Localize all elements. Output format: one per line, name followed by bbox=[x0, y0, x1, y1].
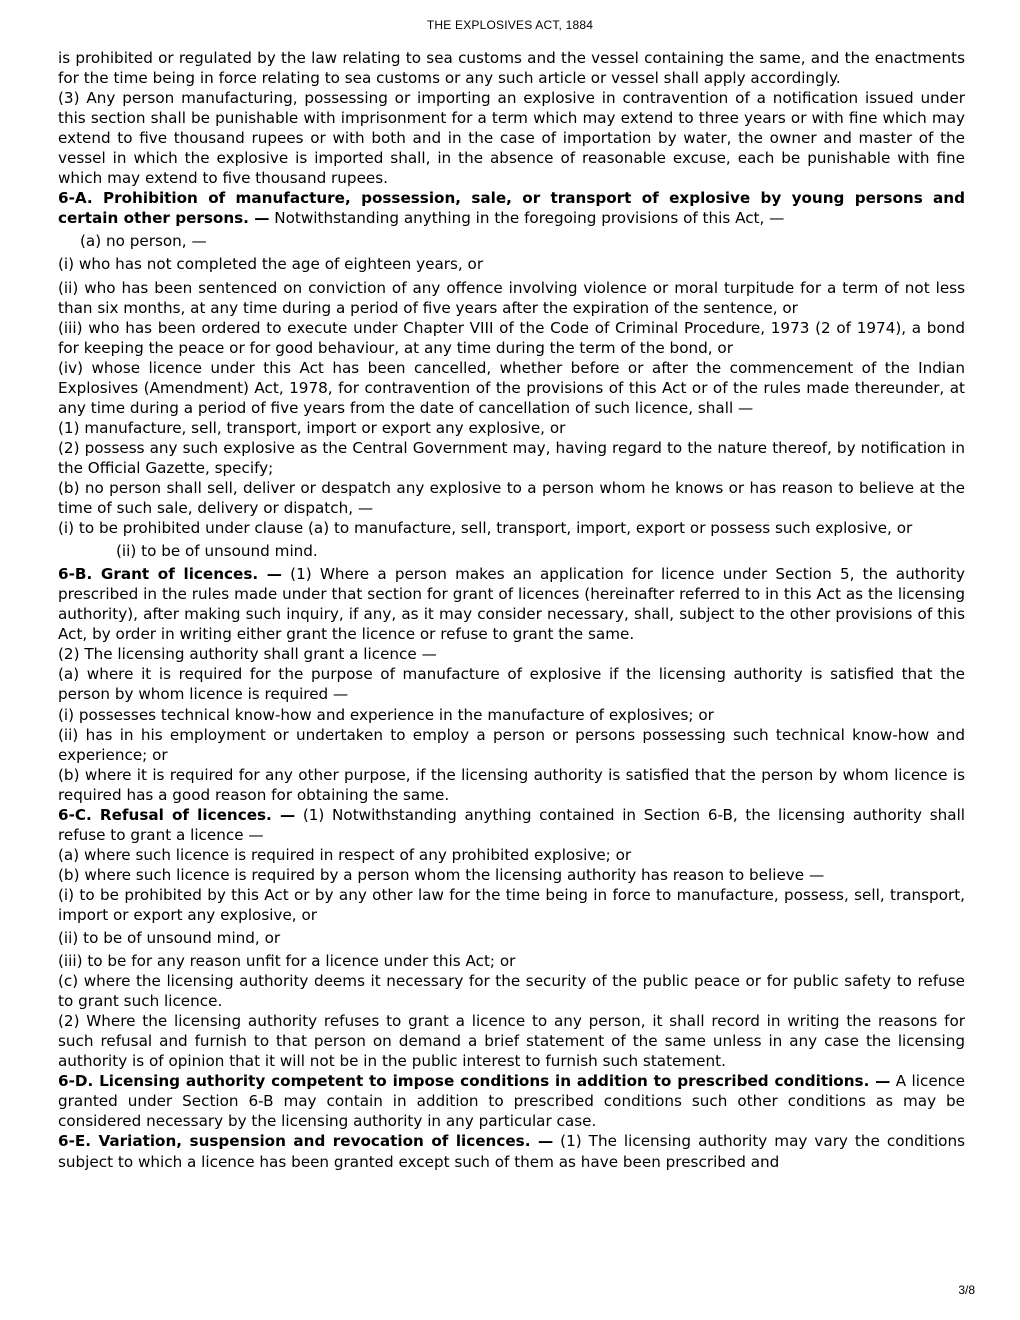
clause: (i) to be prohibited by this Act or by any other law for the time being in force to manufacture, possess, sell, transport, import or export any explosive, or bbox=[58, 885, 965, 924]
section-heading: 6-D. Licensing authority competent to impose conditions in addition to prescribed conditions. — bbox=[58, 1072, 891, 1091]
section-text: A licence granted under Section 6-B may contain in addition to prescribed conditions such other conditions as may be considered necessary by the licensing authority in any particular case. bbox=[58, 1072, 965, 1131]
clause: (iii) who has been ordered to execute under Chapter VIII of the Code of Criminal Procedure, 1973 (2 of 1974), a bond for keeping the peace or for good behaviour, at any time during the term of the bond, or bbox=[58, 318, 965, 357]
section-heading: 6-C. Refusal of licences. — bbox=[58, 805, 296, 824]
clause: (i) possesses technical know-how and experience in the manufacture of explosives; or bbox=[58, 705, 714, 724]
section-text: (1) Where a person makes an application for licence under Section 5, the authority prescribed in the rules made under that section for grant of licences (hereinafter referred to in this Act as the licensing authority), after making such inquiry, if any, as it may consider necessary, shall, subject to the other provisions of this Act, by order in writing either grant the licence or refuse to grant the same. bbox=[58, 565, 965, 644]
section-6e bbox=[58, 1131, 965, 1171]
section-text: (1) The licensing authority may vary the conditions subject to which a licence has been granted except such of them as have been prescribed and bbox=[58, 1132, 965, 1171]
clause: (i) to be prohibited under clause (a) to manufacture, sell, transport, import, export or possess such explosive, or bbox=[58, 519, 913, 538]
clause: (ii) who has been sentenced on conviction of any offence involving violence or moral turpitude for a term of not less than six months, at any time during a period of five years after the expiration of the sentence, or bbox=[58, 278, 965, 317]
section-6a bbox=[58, 188, 965, 228]
section-6b bbox=[58, 564, 965, 644]
clause: (a) no person, — bbox=[80, 232, 207, 251]
clause: (a) where such licence is required in respect of any prohibited explosive; or bbox=[58, 845, 632, 864]
section-heading: 6-A. Prohibition of manufacture, possession, sale, or transport of explosive by young persons and certain other persons. — bbox=[58, 189, 965, 228]
section-6c bbox=[58, 805, 965, 845]
clause: (1) manufacture, sell, transport, import or export any explosive, or bbox=[58, 418, 566, 437]
clause: (i) who has not completed the age of eighteen years, or bbox=[58, 255, 484, 274]
clause: (iii) to be for any reason unfit for a licence under this Act; or bbox=[58, 952, 516, 971]
page-number: 3/8 bbox=[958, 1283, 975, 1297]
clause: (iv) whose licence under this Act has been cancelled, whether before or after the commencement of the Indian Explosives (Amendment) Act, 1978, for contravention of the provisions of this Act or of the rules made thereunder, at any time during a period of five years from the date of cancellation of such licence, shall — bbox=[58, 358, 965, 417]
clause: (b) no person shall sell, deliver or despatch any explosive to a person whom he knows or has reason to believe at the time of such sale, delivery or dispatch, — bbox=[58, 478, 965, 518]
section-text: (1) Notwithstanding anything contained in Section 6-B, the licensing authority shall refuse to grant a licence — bbox=[58, 805, 966, 844]
section-heading: 6-B. Grant of licences. — bbox=[58, 565, 282, 584]
clause: (ii) to be of unsound mind. bbox=[116, 542, 318, 561]
running-header: THE EXPLOSIVES ACT, 1884 bbox=[426, 18, 594, 32]
clause: (ii) to be of unsound mind, or bbox=[58, 929, 281, 948]
clause: (c) where the licensing authority deems it necessary for the security of the public peace or for public safety to refuse to grant such licence. bbox=[58, 972, 965, 1011]
clause: (b) where such licence is required by a person whom the licensing authority has reason to believe — bbox=[58, 865, 825, 884]
clause: (2) Where the licensing authority refuses to grant a licence to any person, it shall record in writing the reasons for such refusal and furnish to that person on demand a brief statement of the same unless in any case the licensing authority is of opinion that it will not be in the public interest to furnish such statement. bbox=[58, 1012, 965, 1071]
body-text bbox=[58, 48, 965, 1172]
clause: (ii) has in his employment or undertaken to employ a person or persons possessing such technical know-how and experience; or bbox=[58, 725, 965, 764]
paragraph: (3) Any person manufacturing, possessing or importing an explosive in contravention of a notification issued under this section shall be punishable with imprisonment for a term which may extend to three years or with fine which may extend to five thousand rupees or with both and in the case of importation by water, the owner and master of the vessel in which the explosive is imported shall, in the absence of reasonable excuse, each be punishable with fine which may extend to five thousand rupees. bbox=[58, 89, 965, 188]
section-heading: 6-E. Variation, suspension and revocation of licences. — bbox=[58, 1132, 554, 1151]
section-6d bbox=[58, 1071, 965, 1131]
clause: (2) possess any such explosive as the Central Government may, having regard to the nature thereof, by notification in the Official Gazette, specify; bbox=[58, 438, 965, 477]
clause: (2) The licensing authority shall grant a licence — bbox=[58, 645, 437, 664]
section-text: Notwithstanding anything in the foregoing provisions of this Act, — bbox=[269, 209, 785, 228]
clause: (b) where it is required for any other purpose, if the licensing authority is satisfied that the person by whom licence is required has a good reason for obtaining the same. bbox=[58, 765, 965, 804]
clause: (a) where it is required for the purpose of manufacture of explosive if the licensing authority is satisfied that the person by whom licence is required — bbox=[58, 665, 965, 704]
paragraph: is prohibited or regulated by the law relating to sea customs and the vessel containing the same, and the enactments for the time being in force relating to sea customs or any such article or vessel shall apply accordingly. bbox=[58, 49, 965, 88]
